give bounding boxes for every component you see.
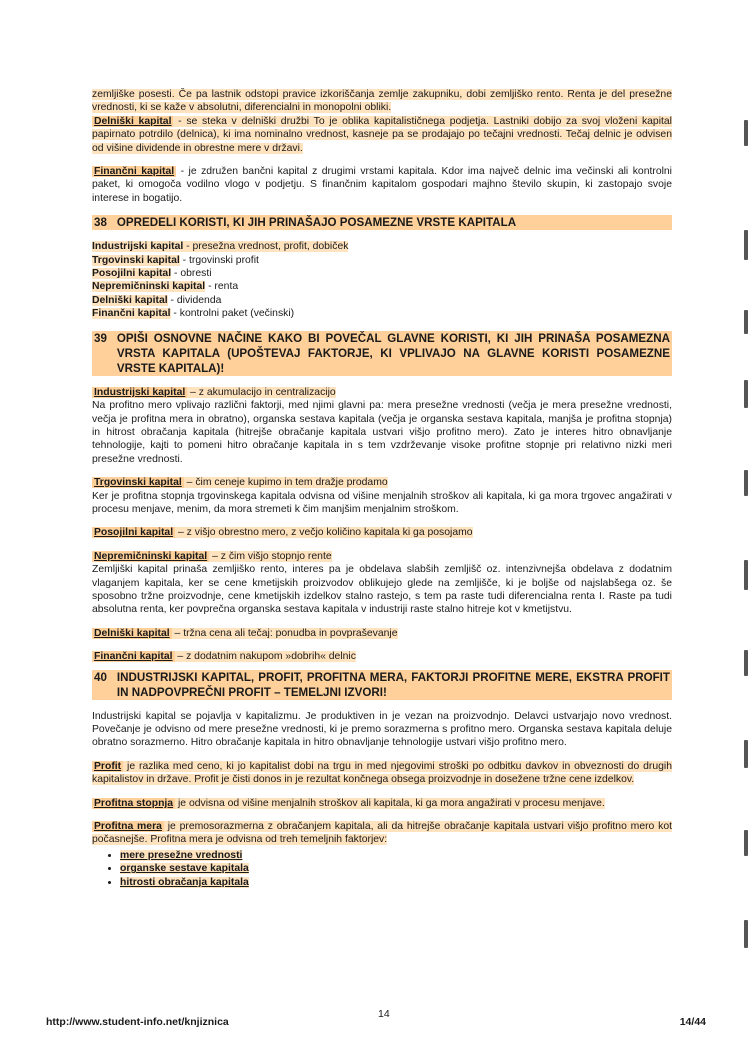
q39-trgovinski-lead: Trgovinski kapital – čim ceneje kupimo in tem dražje prodamo [94, 477, 388, 489]
list-item: Posojilni kapital - obresti [92, 268, 212, 280]
scan-edge-mark [744, 650, 748, 676]
financni-paragraph: Finančni kapital - je združen bančni kapital z drugimi vrstami kapitala. Kdor ima največ delnic ima večinski ali kontrolni paket, ki omogoča vodilno vlogo v podjetju. S finančnim kapitalom gospodari majhno število skupin, ki zastopajo svoje interese in bogatijo. [92, 166, 672, 204]
page-count: 14/44 [679, 1016, 706, 1028]
list-item: Trgovinski kapital - trgovinski profit [92, 254, 259, 266]
question-38-heading: 38 OPREDELI KORISTI, KI JIH PRINAŠAJO POSAMEZNE VRSTE KAPITALA [92, 215, 672, 230]
list-item: Nepremičninski kapital - renta [92, 281, 239, 293]
q39-posojilni-lead: Posojilni kapital – z višjo obrestno mero, z večjo količino kapitala ki ga posojamo [94, 527, 473, 539]
list-item: • mere presežne vrednosti [120, 849, 672, 862]
q40-profit-paragraph: Profit je razlika med ceno, ki jo kapitalist dobi na trgu in med njegovimi stroški po odbitku davkov in obveznosti do drugih kapitalistov in države. Profit je čisti donos in je rezultat končnega obsega proizvodnje in dosežene tržne cene izdelkov. [92, 760, 672, 786]
list-item: • hitrosti obračanja kapitala [120, 876, 672, 889]
delniski-term: Delniški kapital [94, 115, 172, 127]
q39-financni-lead: Finančni kapital – z dodatnim nakupom »dobrih« delnic [94, 651, 356, 663]
list-item: • organske sestave kapitala [120, 862, 672, 875]
scan-edge-mark [744, 830, 748, 856]
page-number: 14 [378, 1008, 390, 1020]
delniski-paragraph: Delniški kapital - se steka v delniški družbi To je oblika kapitalističnega podjetja. Lastniki dobijo za svoj vloženi kapital papirnato potrdilo (delnica), ki ima nominalno vrednost, kasneje pa se prodajajo po tečajni vrednosti. Tečaj delnic je odvisen od višine dividende in obrestne mere v državi. [92, 115, 672, 154]
scan-edge-mark [744, 470, 748, 496]
q40-profitna-stopnja-paragraph: Profitna stopnja je odvisna od višine menjalnih stroškov ali kapitala, ki ga mora angažirati v procesu menjave. [94, 797, 605, 809]
q39-trgovinski-text: Ker je profitna stopnja trgovinskega kapitala odvisna od višine menjalnih stroškov ali kapitala, ki ga mora trgovec angažirati v procesu menjave, menim, da mora stremeti k čim manjšim menjalnim stroškom. [92, 490, 672, 515]
intro-paragraph: zemljiške posesti. Če pa lastnik odstopi pravice izkoriščanja zemlje zakupniku, dobi zemljiško rento. Renta je del presežne vrednosti, ki se kaže v absolutni, diferencialni in monopolni obliki. [92, 89, 672, 114]
scan-edge-mark [744, 120, 748, 146]
scan-edge-mark [744, 560, 748, 590]
question-39-heading: 39 OPIŠI OSNOVNE NAČINE KAKO BI POVEČAL GLAVNE KORISTI, KI JIH PRINAŠA POSAMEZNA VRSTA KAPITALA (UPOŠTEVAJ FAKTORJE, KI VPLIVAJO NA GLAVNE KORISTI POSAMEZNE VRSTE KAPITALA)! [94, 331, 670, 375]
profit-factors-list [92, 849, 672, 889]
scan-edge-mark [744, 920, 748, 948]
document-page [92, 88, 672, 889]
financni-term: Finančni kapital [94, 166, 175, 178]
scan-edge-mark [744, 310, 748, 334]
q39-industrijski-text: Na profitno mero vplivajo različni faktorji, med njimi glavni pa: mera presežne vrednosti (večja je mera presežne vrednosti, večja je profitna mera in obratno), organska sestava kapitala (večja je organska sestava kapitala, manjša je profitna stopnja) in hitrost obračanja kapitala (hitrejše obračanje kapitala ustvari višjo profitno mero). Zato je interes hitro obnavljanje tehnologije, kajti to pomeni hitro obračanje kapitala in s tem vzdrževanje visoke profitne stopnje pri relativno nizki meri presežne vrednosti. [92, 400, 672, 465]
question-40-heading: 40 INDUSTRIJSKI KAPITAL, PROFIT, PROFITNA MERA, FAKTORJI PROFITNE MERE, EKSTRA PROFIT IN NADPOVPREČNI PROFIT – TEMELJNI IZVORI! [94, 670, 670, 699]
list-item: Industrijski kapital - presežna vrednost, profit, dobiček [92, 241, 349, 253]
list-item: Finančni kapital - kontrolni paket (večinski) [92, 308, 295, 320]
scan-edge-mark [744, 380, 748, 408]
q39-nepremicninski-lead: Nepremičninski kapital – z čim višjo stopnjo rente [94, 550, 332, 562]
q40-profitna-mera-paragraph: Profitna mera je premosorazmerna z obračanjem kapitala, ali da hitrejše obračanje kapitala ustvari višjo profitno mero kot počasnejše. Profitna mera je odvisna od treh temeljnih faktorjev: [92, 821, 673, 846]
q39-delniski-lead: Delniški kapital – tržna cena ali tečaj: ponudba in povpraševanje [94, 627, 398, 639]
scan-edge-mark [744, 230, 748, 260]
source-url: http://www.student-info.net/knjiznica [46, 1016, 229, 1028]
q39-industrijski-lead: Industrijski kapital – z akumulacijo in centralizacijo [94, 386, 336, 398]
scan-edge-mark [744, 740, 748, 768]
q40-intro-text: Industrijski kapital se pojavlja v kapitalizmu. Je produktiven in je vezan na proizvodnjo. Delavci ustvarjajo novo vrednost. Povečanje je odvisno od mere presežne vrednosti, ki je premo sorazmerna s profitno mero. Organska sestava kapitala deluje obratno sorazmerno. Hitro obračanje kapitala in hitro obnavljanje tehnologije ustvari višjo profitno mero. [92, 710, 672, 749]
list-item: Delniški kapital - dividenda [92, 294, 222, 306]
q38-benefits-list [92, 240, 672, 320]
q39-nepremicninski-text: Zemljiški kapital prinaša zemljiško rento, interes pa je obdelava slabših zemljišč oz. intenzivnejša obdelava z dodatnim vlaganjem kapitala, ker se cene kmetijskih proizvodov oblikujejo glede na zemljišče, ki je boljše od najslabšega oz. še sposobno tržne proizvodnje, cene kmetijskih izdelkov stalno rastejo, s tem pa raste tudi diferencialna renta I. Raste pa tudi absolutna renta, ker povprečna organska sestava kapitala v industriji raste stalno hitreje kot v kmetijstvu. [92, 564, 672, 616]
